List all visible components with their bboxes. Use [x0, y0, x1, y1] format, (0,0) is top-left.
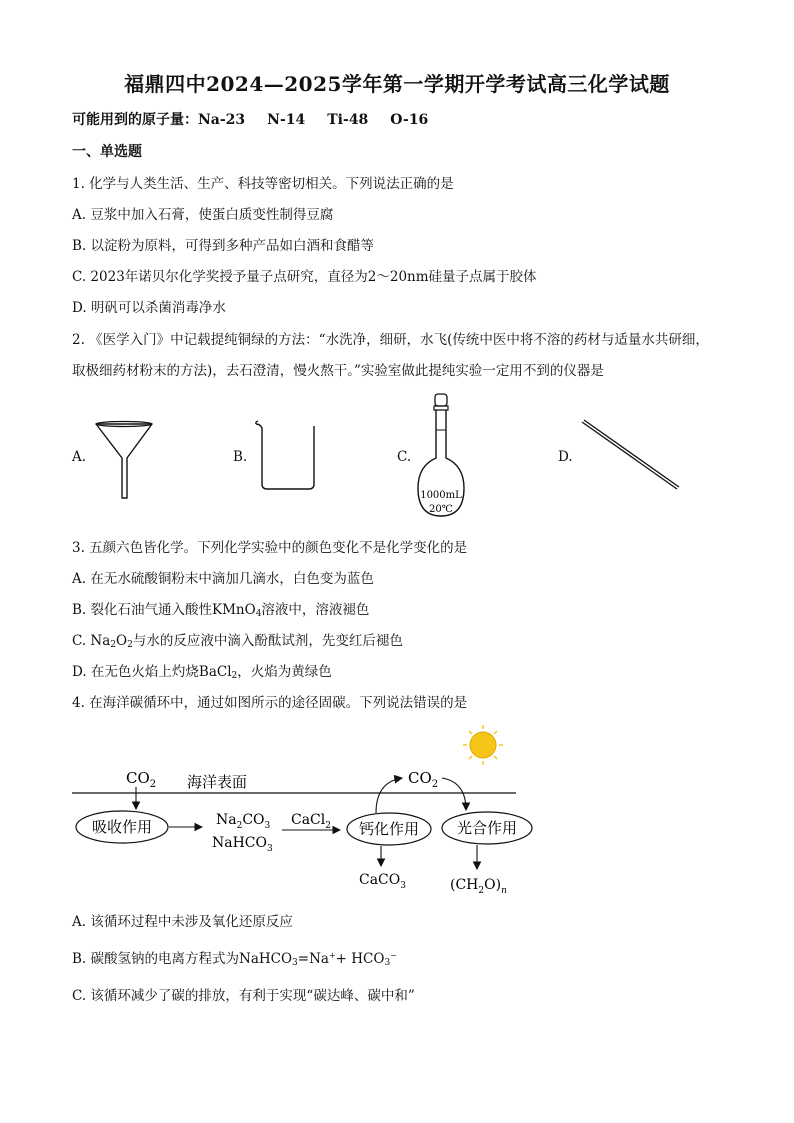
q2-option-a-label: A. — [72, 449, 87, 465]
q4-b-sup2: − — [390, 951, 397, 960]
q3-d-pre: D. 在无色火焰上灼烧BaCl — [72, 664, 232, 680]
q4-stem: 4. 在海洋碳循环中，通过如图所示的途径固碳。下列说法错误的是 — [72, 695, 468, 711]
q3-option-d — [72, 660, 332, 681]
q1-option-a: A. 豆浆中加入石膏，使蛋白质变性制得豆腐 — [72, 207, 334, 223]
carbon-cycle-diagram — [70, 720, 540, 900]
q2-option-c-label: C. — [397, 449, 412, 465]
atomic-masses — [72, 109, 450, 129]
atomic-mass-o: O-16 — [390, 112, 429, 128]
page-title: 福鼎四中2024—2025学年第一学期开学考试高三化学试题 — [124, 72, 670, 96]
caco3-label: CaCO$_3$ — [359, 872, 406, 891]
q1-option-d: D. 明矾可以杀菌消毒净水 — [72, 300, 226, 316]
q3-c-sub1: 2 — [110, 640, 117, 650]
q3-option-a: A. 在无水硫酸铜粉末中滴加几滴水，白色变为蓝色 — [72, 571, 374, 587]
section-heading: 一、单选题 — [72, 144, 142, 160]
na2co3-label: $Na_2CO_3$ — [216, 812, 271, 831]
q3-b-sub: 4 — [255, 609, 262, 619]
funnel-image — [92, 420, 162, 500]
q3-stem: 3. 五颜六色皆化学。下列化学实验中的颜色变化不是化学变化的是 — [72, 540, 468, 556]
q2-option-d-label: D. — [558, 449, 573, 465]
calcify-label: 钙化作用 — [358, 820, 420, 838]
cacl2-label: CaCl$_2$ — [291, 812, 331, 831]
q3-c-mid: O — [116, 633, 128, 649]
q2-option-b-label: B. — [233, 449, 248, 465]
q3-c-pre: C. Na — [72, 633, 111, 649]
q3-d-sub: 2 — [231, 671, 238, 681]
q2-stem: 2. 《医学入门》中记载提纯铜绿的方法：“水洗净，细研，水飞(传统中医中将不溶的药材与适量水共研细，取极细药材粉末的方法)，去石澄清，慢火熬干。”实验室做此提纯实验一定用不到的仪器是 — [72, 332, 709, 379]
glass-rod-image — [578, 418, 682, 494]
q1-option-b: B. 以淀粉为原料，可得到多种产品如白酒和食醋等 — [72, 238, 375, 254]
beaker-image — [252, 418, 322, 494]
q4-b-pre: B. 碳酸氢钠的电离方程式为NaHCO — [72, 951, 293, 967]
nahco3-label: NaHCO$_3$ — [212, 835, 273, 854]
co2-right-label: $CO_2$ — [408, 769, 439, 790]
sea-surface-label: 海洋表面 — [187, 773, 248, 791]
ch2o-label: $(CH_2O)_n$ — [450, 877, 507, 896]
atomic-mass-ti: Ti-48 — [327, 112, 369, 128]
q4-b-sub2: 3 — [384, 958, 391, 968]
absorb-label: 吸收作用 — [91, 818, 153, 836]
q4-b-mid: =Na — [297, 951, 329, 967]
q3-option-b — [72, 598, 369, 619]
q3-c-sub2: 2 — [127, 640, 133, 650]
q3-c-post: 与水的反应液中滴入酚酞试剂，先变红后褪色 — [132, 633, 403, 649]
sun-icon — [463, 725, 503, 765]
q4-b-post: + HCO — [335, 951, 385, 967]
atomic-mass-na: Na-23 — [198, 112, 246, 128]
q3-d-post: ，火焰为黄绿色 — [237, 664, 332, 680]
q4-option-c: C. 该循环减少了碳的排放，有利于实现“碳达峰、碳中和” — [72, 988, 415, 1004]
flask-volume-label: 1000mL — [420, 490, 462, 501]
co2-left-label: $CO_2$ — [126, 769, 157, 790]
q1-option-c: C. 2023年诺贝尔化学奖授予量子点研究，直径为2～20nm硅量子点属于胶体 — [72, 269, 537, 285]
q4-b-sup: + — [328, 951, 336, 960]
q4-b-sub: 3 — [292, 958, 298, 968]
photo-label: 光合作用 — [456, 819, 518, 837]
q3-b-pre: B. 裂化石油气通入酸性KMnO — [72, 602, 256, 618]
atomic-mass-n: N-14 — [267, 112, 306, 128]
q4-option-b — [72, 947, 397, 968]
q3-option-c — [72, 629, 403, 650]
flask-temp-label: 20℃ — [429, 504, 453, 515]
q3-b-post: 溶液中，溶液褪色 — [261, 602, 370, 618]
q1-stem: 1. 化学与人类生活、生产、科技等密切相关。下列说法正确的是 — [72, 176, 454, 192]
volumetric-flask-image — [412, 388, 472, 522]
atomic-masses-label: 可能用到的原子量： — [72, 112, 198, 128]
q4-option-a: A. 该循环过程中未涉及氧化还原反应 — [72, 914, 293, 930]
